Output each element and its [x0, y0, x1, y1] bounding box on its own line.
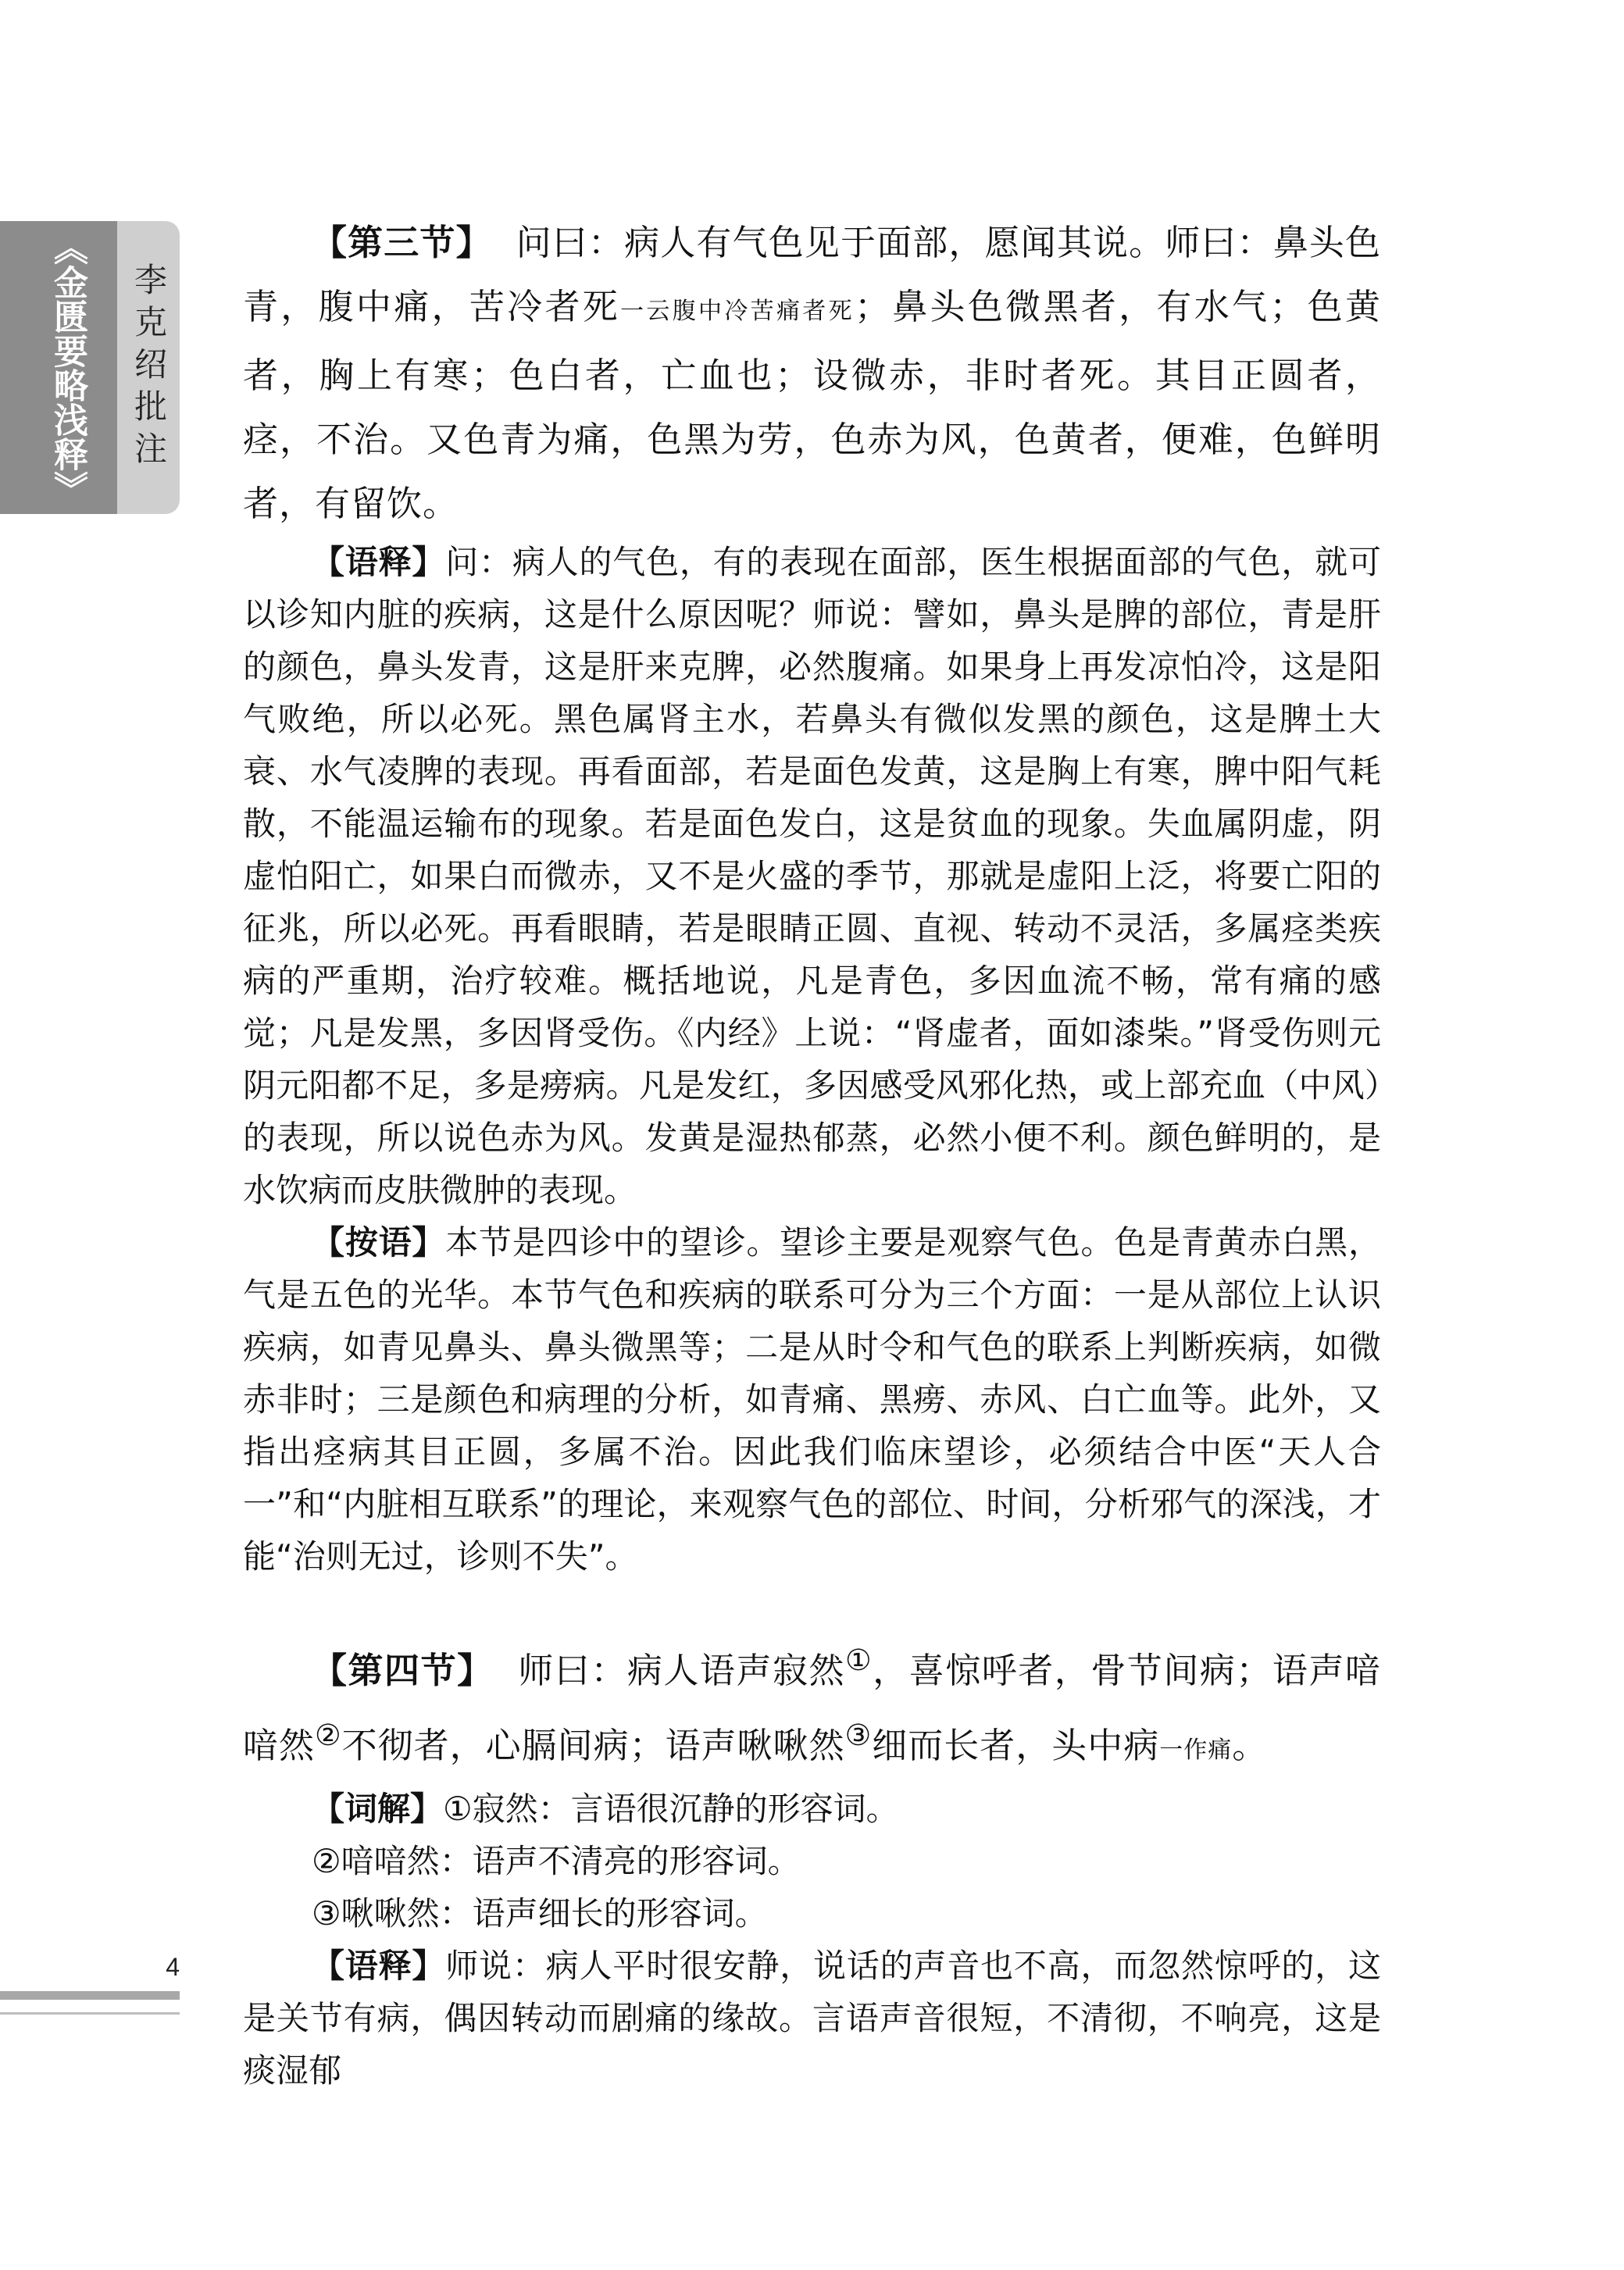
footnote-marker-1: ① — [845, 1643, 873, 1677]
section4-text-4: 细而长者，头中病 — [872, 1725, 1160, 1766]
section4-inline-note: 一作痛 — [1159, 1736, 1233, 1764]
section3-original-text — [243, 211, 1381, 536]
section3-explain-text: 问：病人的气色，有的表现在面部，医生根据面部的气色，就可以诊知内脏的疾病，这是什么原因呢？师说：譬如，鼻头是脾的部位，青是肝的颜色，鼻头发青，这是肝来克脾，必然腹痛。如果身上再发凉怕冷，这是阳气败绝，所以必死。黑色属肾主水，若鼻头有微似发黑的颜色，这是脾土大衰、水气凌脾的表现。再看面部，若是面色发黄，这是胸上有寒，脾中阳气耗散，不能温运输布的现象。若是面色发白，这是贫血的现象。失血属阴虚，阴虚怕阳亡，如果白而微赤，又不是火盛的季节，那就是虚阳上泛，将要亡阳的征兆，所以必死。再看眼睛，若是眼睛正圆、直视、转动不灵活，多属痉类疾病的严重期，治疗较难。概括地说，凡是青色，多因血流不畅，常有痛的感觉；凡是发黑，多因肾受伤。《内经》上说：“肾虚者，面如漆柴。”肾受伤则元阴元阳都不足，多是痨病。凡是发红，多因感受风邪化热，或上部充血（中风）的表现，所以说色赤为风。发黄是湿热郁蒸，必然小便不利。颜色鲜明的，是水饮病而皮肤微肿的表现。 — [243, 543, 1381, 1209]
book-title: 《金匮要略浅释》 — [48, 230, 87, 505]
section3-explanation — [243, 536, 1381, 1216]
footnote-marker-2: ② — [315, 1718, 342, 1752]
vocab-item-2: ②喑喑然：语声不清亮的形容词。 — [312, 1842, 801, 1880]
author-tab — [117, 221, 180, 514]
author-label: 李克绍批注 — [130, 262, 168, 473]
section-gap — [243, 1583, 1381, 1628]
section3-commentary — [243, 1216, 1381, 1583]
section3-text-b: ；鼻头色微黑者，有水气；色黄者，胸上有寒；色白者，亡血也；设微赤，非时者死。其目正圆者，痉，不治。又色青为痛，色黑为劳，色赤为风，色黄者，便难，色鲜明者，有留饮。 — [243, 286, 1381, 524]
section4-text-5: 。 — [1232, 1725, 1269, 1766]
section3-note-label: 【按语】 — [312, 1223, 446, 1262]
section3-inline-note: 一云腹中冷苦痛者死 — [620, 298, 855, 325]
section3-text-a: 问曰：病人有气色见于面部，愿闻其说。师曰：鼻头色青，腹中痛，苦冷者死 — [243, 222, 1381, 327]
section4-explanation — [243, 1940, 1381, 2097]
section3-label: 【第三节】 — [312, 222, 492, 263]
section4-original-text — [243, 1628, 1381, 1783]
section4-text-3: 不彻者，心膈间病；语声啾啾然 — [341, 1725, 845, 1766]
footnote-marker-3: ③ — [844, 1718, 873, 1752]
page-body — [243, 211, 1381, 2097]
section4-text-2: ，喜惊呼者，骨节间病；语声喑喑然 — [243, 1650, 1381, 1766]
vocab-item-1: ①寂然：言语很沉静的形容词。 — [443, 1790, 899, 1828]
section4-text-1: 师曰：病人语声寂然 — [518, 1650, 846, 1691]
section4-explain-label: 【语释】 — [312, 1947, 446, 1985]
book-title-tab — [0, 221, 134, 514]
page-number: 4 — [166, 1953, 180, 1981]
section4-vocab-2 — [243, 1835, 1381, 1887]
section4-label: 【第四节】 — [312, 1650, 494, 1691]
footer-rule-thin — [0, 2012, 180, 2015]
vocab-item-3: ③啾啾然：语声细长的形容词。 — [312, 1894, 768, 1933]
section4-vocab-1 — [243, 1783, 1381, 1835]
side-tab — [0, 221, 181, 514]
section3-note-text: 本节是四诊中的望诊。望诊主要是观察气色。色是青黄赤白黑，气是五色的光华。本节气色和疾病的联系可分为三个方面：一是从部位上认识疾病，如青见鼻头、鼻头微黑等；二是从时令和气色的联系上判断疾病，如微赤非时；三是颜色和病理的分析，如青痛、黑痨、赤风、白亡血等。此外，又指出痉病其目正圆，多属不治。因此我们临床望诊，必须结合中医“天人合一”和“内脏相互联系”的理论，来观察气色的部位、时间，分析邪气的深浅，才能“治则无过，诊则不失”。 — [243, 1223, 1381, 1576]
section4-explain-text: 师说：病人平时很安静，说话的声音也不高，而忽然惊呼的，这是关节有病，偶因转动而剧痛的缘故。言语声音很短，不清彻，不响亮，这是痰湿郁 — [243, 1947, 1381, 2090]
section3-explain-label: 【语释】 — [312, 543, 446, 581]
section4-vocab-3 — [243, 1887, 1381, 1940]
footer-rule-thick — [0, 1991, 180, 2000]
section4-vocab-label: 【词解】 — [312, 1790, 444, 1828]
